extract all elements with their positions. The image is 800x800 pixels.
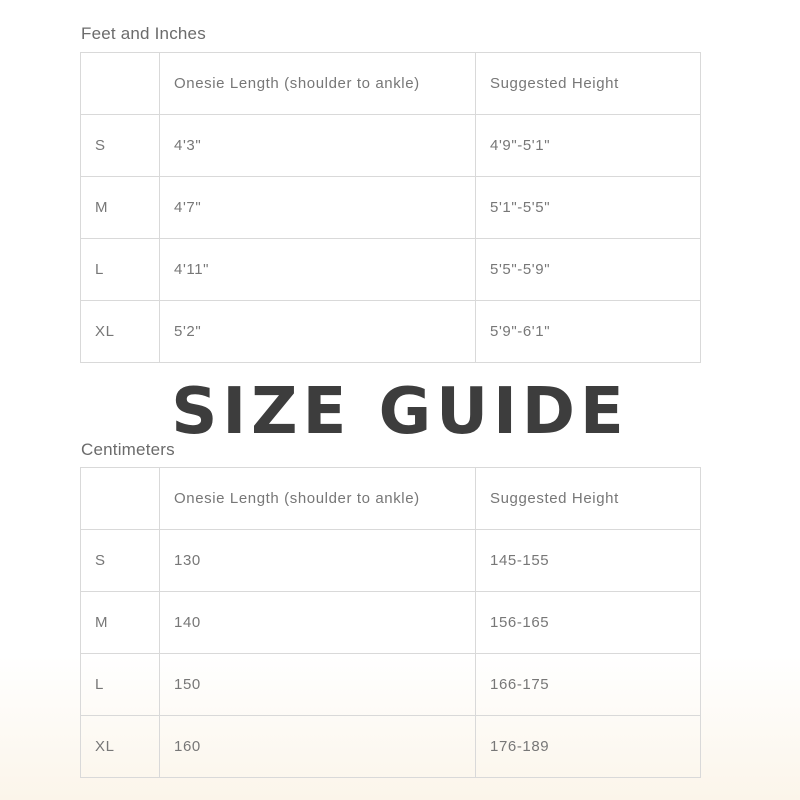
centimeters-label: Centimeters xyxy=(81,440,175,459)
size-cell: L xyxy=(81,239,160,301)
table-row xyxy=(81,301,701,363)
header-cell-size xyxy=(81,53,160,115)
size-cell: S xyxy=(81,530,160,592)
size-cell: M xyxy=(81,592,160,654)
height-cell: 5'1"-5'5" xyxy=(476,177,701,239)
table-row xyxy=(81,177,701,239)
header-cell-onesie-length: Onesie Length (shoulder to ankle) xyxy=(160,53,476,115)
size-cell: XL xyxy=(81,301,160,363)
length-cell: 4'7" xyxy=(160,177,476,239)
length-cell: 140 xyxy=(160,592,476,654)
height-cell: 156-165 xyxy=(476,592,701,654)
height-cell: 145-155 xyxy=(476,530,701,592)
height-cell: 5'5"-5'9" xyxy=(476,239,701,301)
length-cell: 150 xyxy=(160,654,476,716)
table-header-row xyxy=(81,468,701,530)
table-row xyxy=(81,592,701,654)
size-guide-title: SIZE GUIDE xyxy=(171,375,629,449)
header-cell-onesie-length: Onesie Length (shoulder to ankle) xyxy=(160,468,476,530)
header-cell-suggested-height: Suggested Height xyxy=(476,468,701,530)
height-cell: 176-189 xyxy=(476,716,701,778)
size-cell: M xyxy=(81,177,160,239)
table-header-row xyxy=(81,53,701,115)
length-cell: 5'2" xyxy=(160,301,476,363)
table-row xyxy=(81,115,701,177)
feet-inches-label: Feet and Inches xyxy=(81,24,206,43)
size-cell: XL xyxy=(81,716,160,778)
length-cell: 4'11" xyxy=(160,239,476,301)
length-cell: 4'3" xyxy=(160,115,476,177)
height-cell: 5'9"-6'1" xyxy=(476,301,701,363)
feet-inches-table xyxy=(80,52,701,363)
length-cell: 130 xyxy=(160,530,476,592)
table-row xyxy=(81,716,701,778)
height-cell: 166-175 xyxy=(476,654,701,716)
length-cell: 160 xyxy=(160,716,476,778)
height-cell: 4'9"-5'1" xyxy=(476,115,701,177)
table-row xyxy=(81,530,701,592)
centimeters-table xyxy=(80,467,701,778)
table-row xyxy=(81,239,701,301)
table-row xyxy=(81,654,701,716)
size-cell: L xyxy=(81,654,160,716)
size-cell: S xyxy=(81,115,160,177)
header-cell-suggested-height: Suggested Height xyxy=(476,53,701,115)
header-cell-size xyxy=(81,468,160,530)
